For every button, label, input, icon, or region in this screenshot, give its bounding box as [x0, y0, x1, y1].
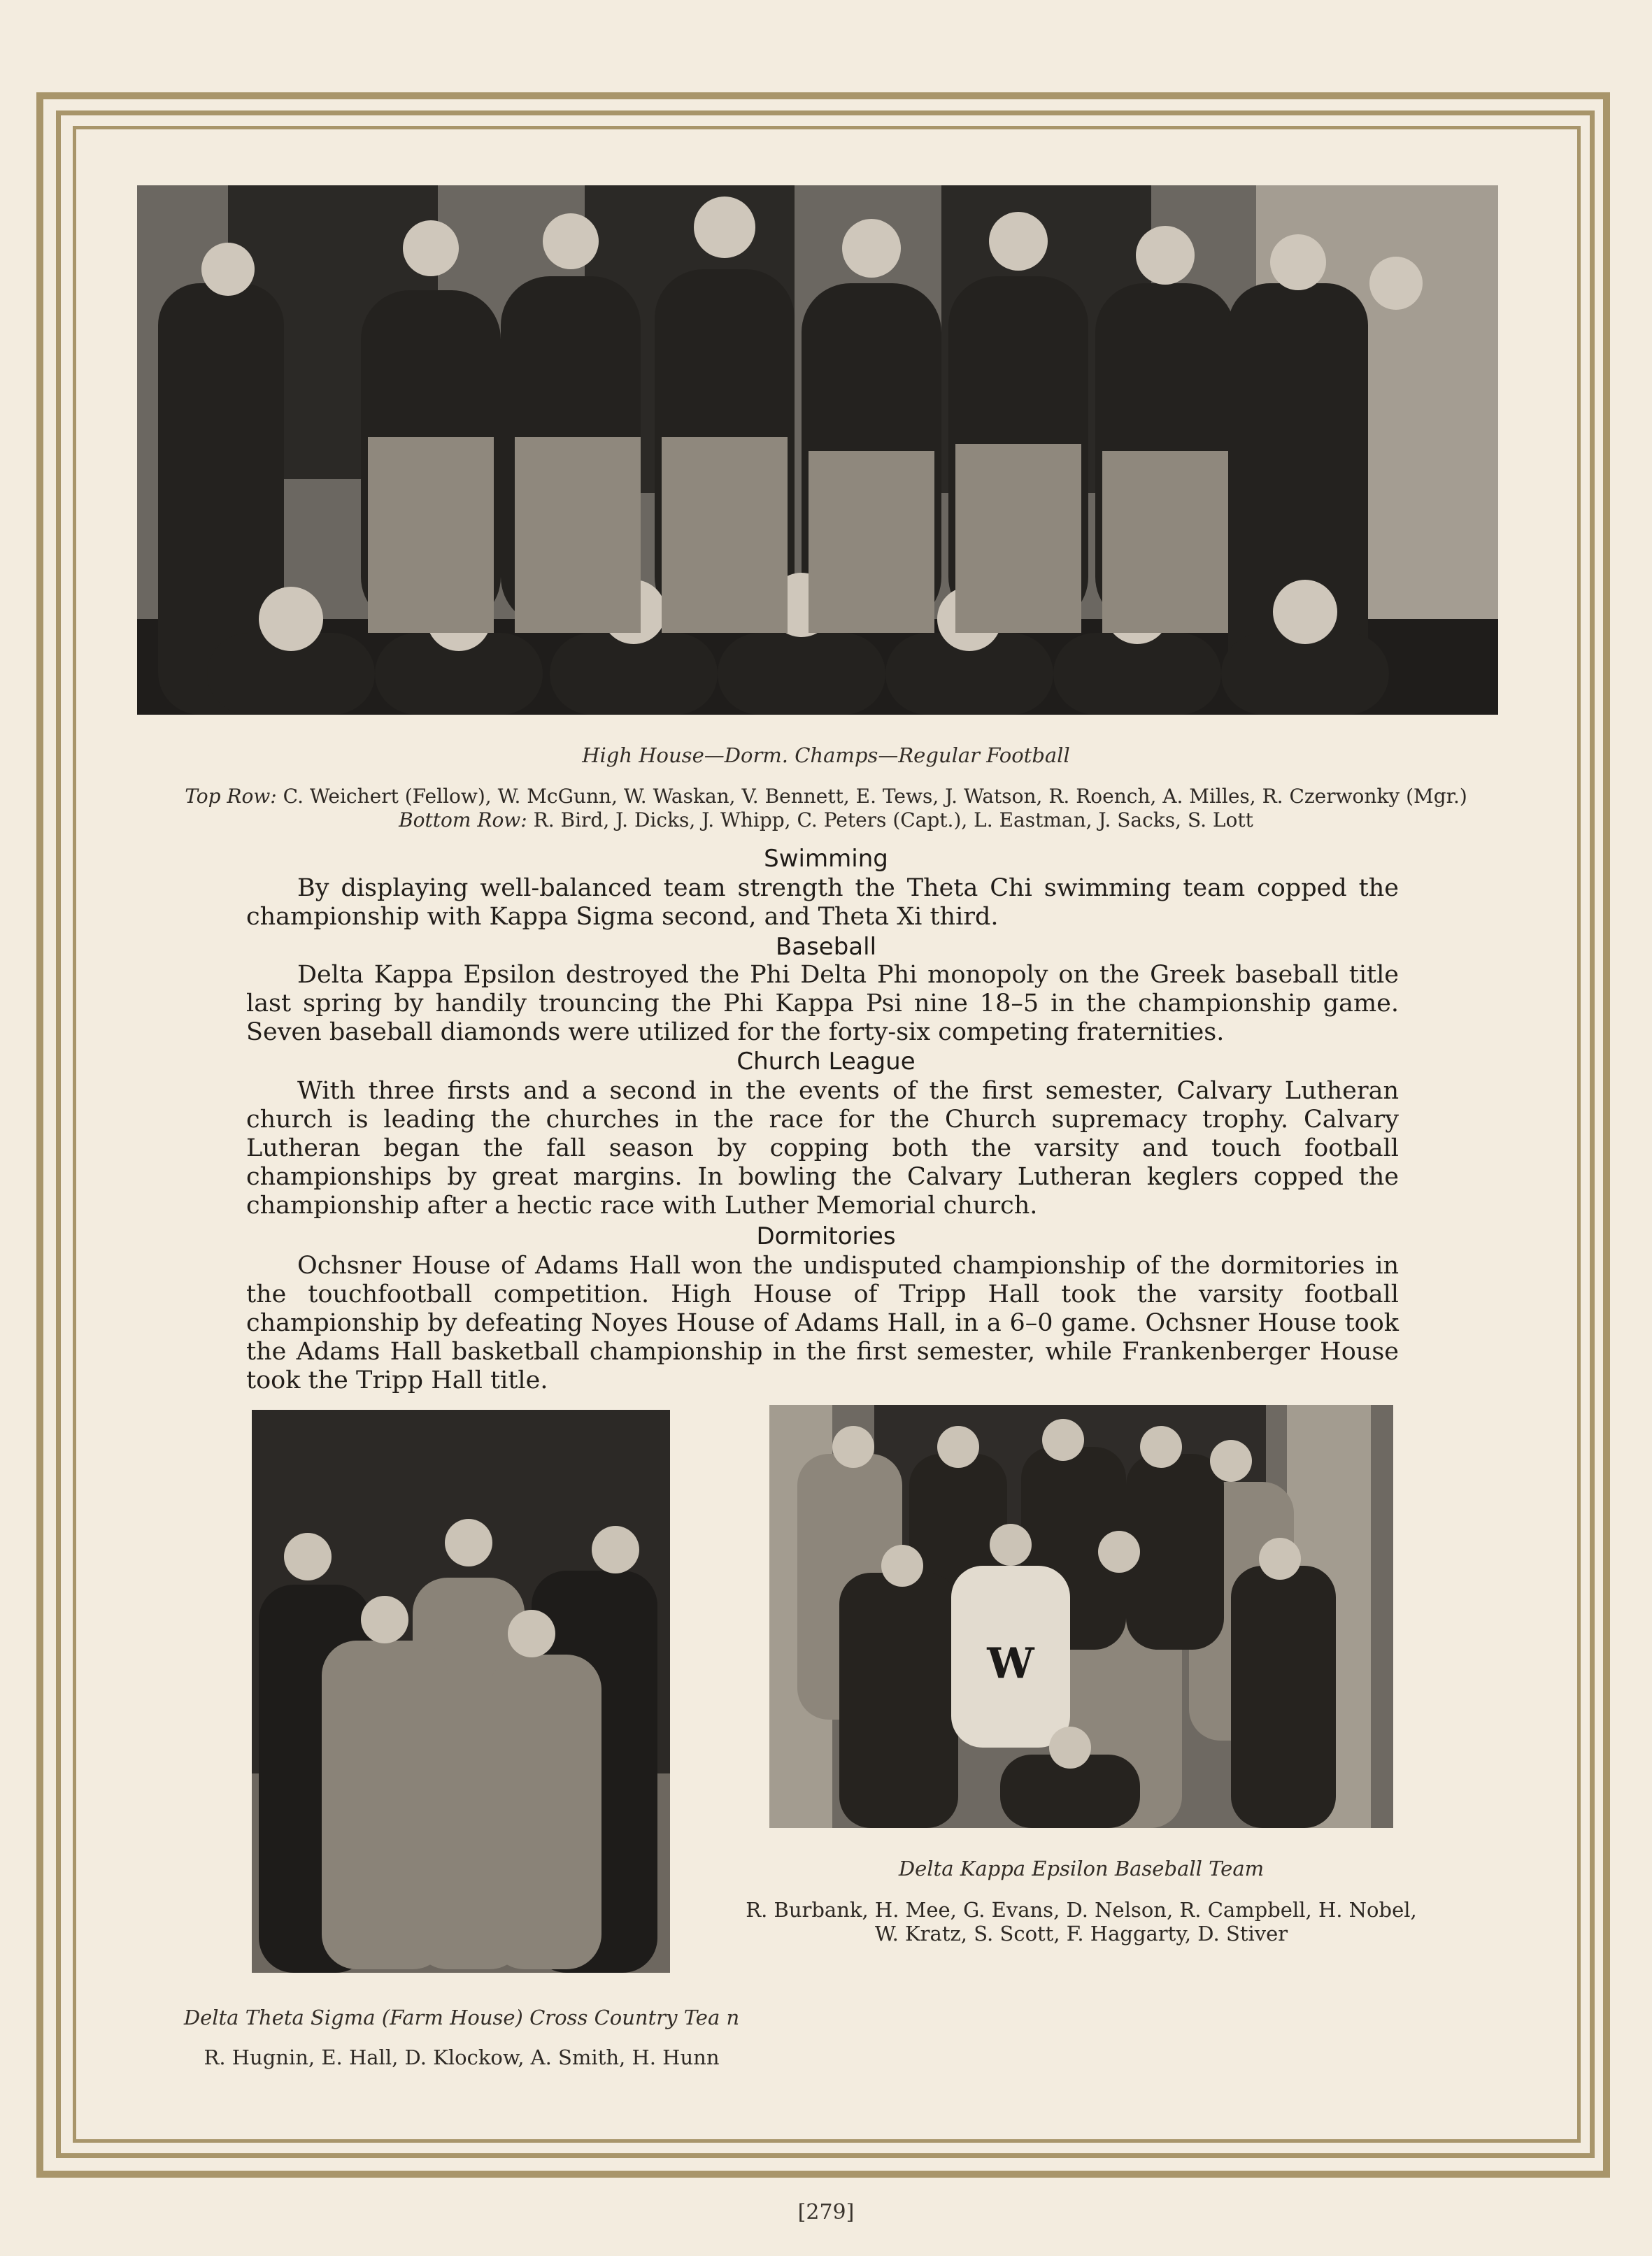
- page-number: [279]: [797, 2200, 855, 2225]
- bottom-row-list: R. Bird, J. Dicks, J. Whipp, C. Peters (Capt.), L. Eastman, J. Sacks, S. Lott: [533, 808, 1253, 831]
- football-team-photo: [137, 185, 1498, 715]
- heading-baseball: Baseball: [775, 933, 877, 961]
- football-bottom-row-names: [105, 808, 1547, 832]
- paragraph-swimming: By displaying well-balanced team strength the Theta Chi swimming team copped the championship with Kappa Sigma second, and Theta Xi third.: [246, 874, 1399, 931]
- bottom-row-label: Bottom Row:: [399, 808, 527, 831]
- baseball-names-line1: R. Burbank, H. Mee, G. Evans, D. Nelson, R. Campbell, H. Nobel,: [746, 1898, 1417, 1922]
- paragraph-baseball: Delta Kappa Epsilon destroyed the Phi Delta Phi monopoly on the Greek baseball title last spring by handily trouncing the Phi Kappa Psi nine 18–5 in the championship game. Seven baseball diamonds were utilized for the forty-six competing fraternities.: [246, 961, 1399, 1046]
- baseball-team-photo: [769, 1405, 1393, 1828]
- heading-dormitories: Dormitories: [756, 1222, 896, 1250]
- baseball-names-line2: W. Kratz, S. Scott, F. Haggarty, D. Stiver: [874, 1922, 1288, 1946]
- baseball-caption: Delta Kappa Epsilon Baseball Team: [898, 1857, 1265, 1880]
- heading-swimming: Swimming: [764, 845, 888, 873]
- cross-country-caption: Delta Theta Sigma (Farm House) Cross Country Tea n: [183, 2006, 740, 2029]
- football-photo-caption: High House—Dorm. Champs—Regular Football: [582, 743, 1070, 767]
- cross-country-names: R. Hugnin, E. Hall, D. Klockow, A. Smith, H. Hunn: [204, 2046, 720, 2069]
- paragraph-dormitories: Ochsner House of Adams Hall won the undisputed championship of the dormitories in the touchfootball competition. High House of Tripp Hall took the varsity football championship by defeating Noyes House of Adams Hall, in a 6–0 game. Ochsner House took the Adams Hall basketball championship in the first semester, while Frankenberger House took the Tripp Hall title.: [246, 1252, 1399, 1394]
- top-row-list: C. Weichert (Fellow), W. McGunn, W. Waskan, V. Bennett, E. Tews, J. Watson, R. Roench, A. Milles, R. Czerwonky (Mgr.): [283, 785, 1467, 808]
- cross-country-team-photo: [252, 1410, 670, 1973]
- paragraph-church-league: With three firsts and a second in the events of the first semester, Calvary Lutheran church is leading the churches in the race for the Church supremacy trophy. Calvary Lutheran began the fall season by copping both the varsity and touch football championships by great margins. In bowling the Calvary Lutheran keglers copped the championship after a hectic race with Luther Memorial church.: [246, 1077, 1399, 1220]
- svg-text:W: W: [987, 1639, 1034, 1688]
- top-row-label: Top Row:: [185, 785, 277, 808]
- football-top-row-names: [105, 785, 1547, 808]
- heading-church-league: Church League: [736, 1048, 916, 1076]
